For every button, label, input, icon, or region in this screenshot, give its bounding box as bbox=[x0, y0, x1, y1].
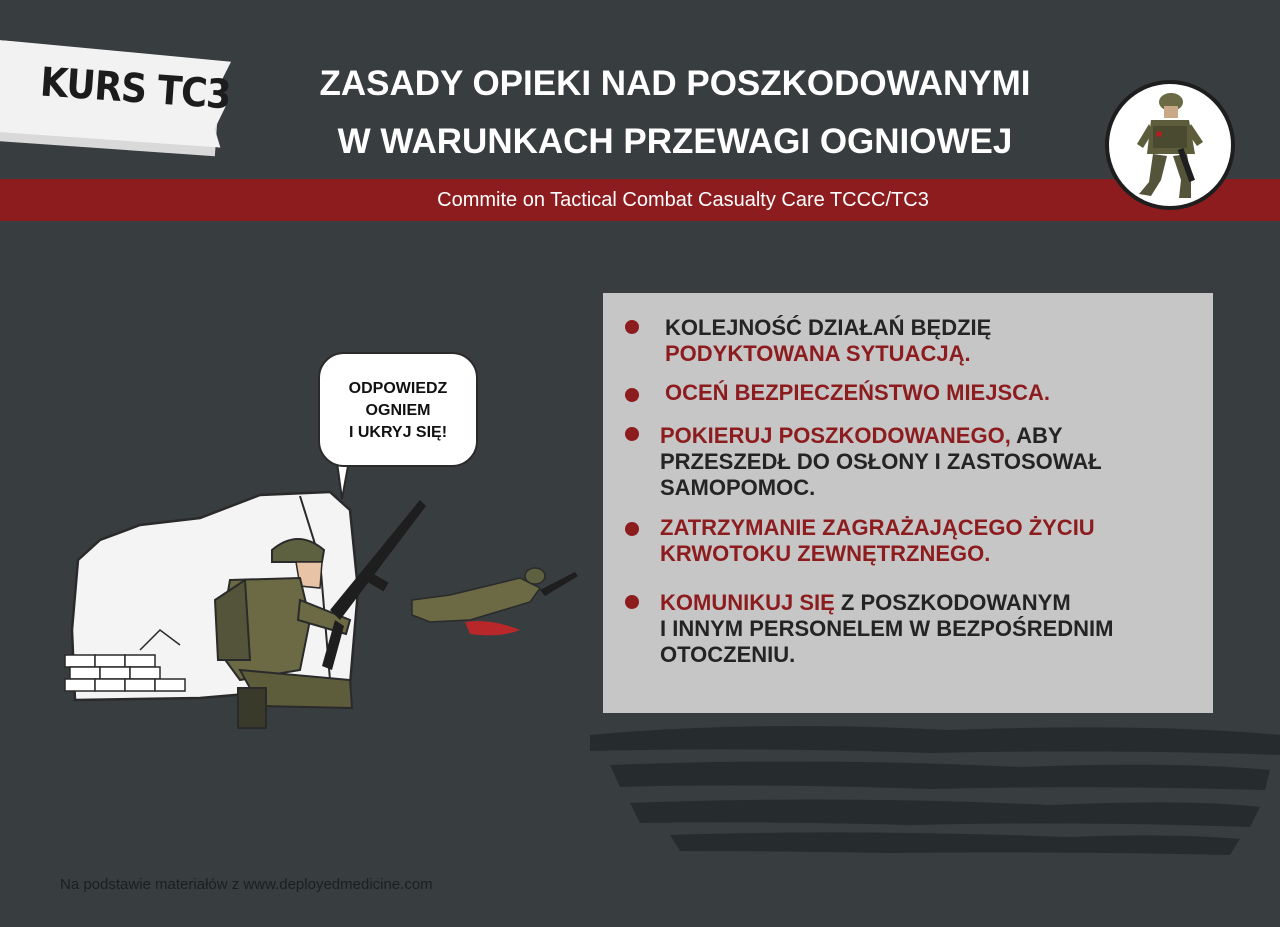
rules-panel bbox=[603, 293, 1213, 713]
bullet-dot bbox=[625, 522, 639, 536]
rule-1-line-1: KOLEJNOŚĆ DZIAŁAŃ BĘDZIĘ bbox=[665, 315, 992, 340]
brush-texture bbox=[550, 715, 1280, 865]
rule-4-line-2: KRWOTOKU ZEWNĘTRZNEGO. bbox=[660, 541, 991, 566]
subtitle: Commite on Tactical Combat Casualty Care TCCC/TC3 bbox=[437, 189, 929, 211]
rule-5-continuation: Z POSZKODOWANYM bbox=[834, 590, 1071, 615]
bubble-line-1: ODPOWIEDZ bbox=[348, 380, 448, 397]
rule-3-line-2: PRZESZEDŁ DO OSŁONY I ZASTOSOWAŁ bbox=[660, 449, 1102, 474]
source-footnote: Na podstawie materiałów z www.deployedmedicine.com bbox=[60, 876, 433, 893]
bubble-line-3: I UKRYJ SIĘ! bbox=[348, 424, 448, 441]
bullet-dot bbox=[625, 388, 639, 402]
course-badge bbox=[0, 40, 235, 150]
bullet-dot bbox=[625, 427, 639, 441]
rule-3-continuation: ABY bbox=[1010, 423, 1063, 448]
rule-2-line-1: OCEŃ BEZPIECZEŃSTWO MIEJSCA. bbox=[665, 380, 1051, 405]
rule-3-emphasis: POKIERUJ POSZKODOWANEGO, bbox=[660, 423, 1011, 448]
title-line-2: W WARUNKACH PRZEWAGI OGNIOWEJ bbox=[337, 122, 1013, 161]
rule-5-emphasis: KOMUNIKUJ SIĘ bbox=[660, 590, 835, 615]
bullet-dot bbox=[625, 595, 639, 609]
rule-1-line-2: PODYKTOWANA SYTUACJĄ. bbox=[665, 341, 971, 366]
badge-label: KURS TC3 bbox=[38, 59, 232, 119]
rule-5-line-3: OTOCZENIU. bbox=[660, 642, 796, 667]
speech-bubble-text bbox=[318, 378, 478, 444]
rule-3-line-1 bbox=[660, 423, 1063, 449]
rule-5-line-1 bbox=[660, 590, 1071, 616]
soldier-logo-icon bbox=[1105, 80, 1235, 210]
soldiers-under-fire-illustration bbox=[0, 470, 600, 730]
title-line-1: ZASADY OPIEKI NAD POSZKODOWANYMI bbox=[319, 64, 1031, 103]
bullet-dot bbox=[625, 320, 639, 334]
page-title bbox=[240, 55, 1110, 171]
rule-4-line-1: ZATRZYMANIE ZAGRAŻAJĄCEGO ŻYCIU bbox=[660, 515, 1095, 540]
bubble-line-2: OGNIEM bbox=[365, 402, 431, 419]
rule-5-line-2: I INNYM PERSONELEM W BEZPOŚREDNIM bbox=[660, 616, 1114, 641]
rule-3-line-3: SAMOPOMOC. bbox=[660, 475, 816, 500]
prone-soldier bbox=[412, 568, 578, 635]
